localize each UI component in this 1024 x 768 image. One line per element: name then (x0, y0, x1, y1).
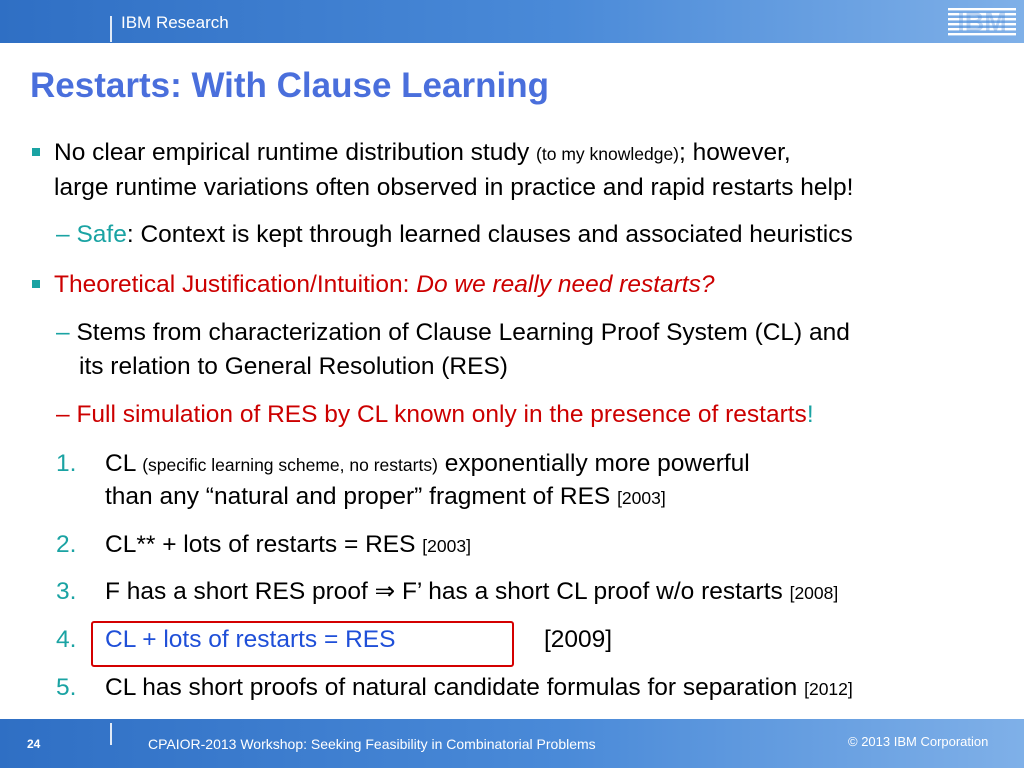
page-number: 24 (27, 737, 41, 751)
item-2-text: CL** + lots of restarts = RES (105, 531, 423, 558)
bullet-2 (54, 273, 714, 298)
footer-bar (0, 719, 1024, 768)
bullet-2-question: Do we really need restarts? (416, 271, 715, 298)
item-3-cite: [2008] (789, 583, 839, 603)
item-3-b: F’ has a short CL proof w/o restarts (395, 578, 790, 605)
item-1-line-2-text: than any “natural and proper” fragment of RES (105, 483, 618, 510)
header-bar (0, 0, 1024, 43)
bullet-2-sub-2-bang: ! (806, 401, 814, 428)
bullet-1-line-1 (54, 141, 791, 166)
item-1-line-1 (105, 452, 750, 477)
bullet-square-icon (32, 280, 40, 288)
bullet-2-sub-2-text: Full simulation of RES by CL known only in the presence of restarts (76, 401, 807, 428)
item-2-cite: [2003] (422, 536, 471, 556)
item-5-number: 5. (56, 674, 77, 701)
footer-divider (110, 723, 112, 745)
header-divider (110, 16, 112, 42)
item-4-cite: [2009] (544, 626, 613, 653)
bullet-1-line-2: large runtime variations often observed in practice and rapid restarts help! (54, 174, 854, 201)
bullet-2-sub-1-line-1 (56, 321, 850, 346)
bullet-1-main: No clear empirical runtime distribution study (54, 139, 537, 166)
bullet-1-rest: ; however, (679, 139, 791, 166)
item-1-line-2 (105, 485, 666, 510)
item-5-text: CL has short proofs of natural candidate formulas for separation (105, 674, 805, 701)
safe-label: Safe (76, 221, 127, 248)
footer-text: CPAIOR-2013 Workshop: Seeking Feasibility in Combinatorial Problems (148, 736, 596, 752)
bullet-2-main: Theoretical Justification/Intuition: (54, 271, 417, 298)
item-4-text: CL + lots of restarts = RES (105, 626, 396, 653)
safe-rest: : Context is kept through learned clauses and associated heuristics (126, 221, 853, 248)
slide-title: Restarts: With Clause Learning (30, 66, 549, 105)
bullet-1-sub (56, 223, 853, 248)
item-4-number: 4. (56, 626, 77, 653)
bullet-square-icon (32, 148, 40, 156)
item-2-line (105, 533, 471, 558)
sub-dash: – (56, 221, 70, 248)
item-1-cite: [2003] (617, 488, 666, 508)
footer-copyright: © 2013 IBM Corporation (848, 734, 989, 749)
item-1-b: exponentially more powerful (437, 450, 750, 477)
header-org-label: IBM Research (121, 13, 229, 32)
item-3-a: F has a short RES proof (105, 578, 375, 605)
item-5-line (105, 676, 853, 701)
item-1-note: (specific learning scheme, no restarts) (142, 455, 438, 475)
item-1-number: 1. (56, 450, 77, 477)
bullet-2-sub-2 (56, 403, 814, 428)
sub-dash: – (56, 401, 70, 428)
implies-arrow-icon: ⇒ (374, 578, 396, 605)
bullet-2-sub-1-text: Stems from characterization of Clause Learning Proof System (CL) and (76, 319, 850, 346)
item-3-line (105, 580, 838, 605)
item-2-number: 2. (56, 531, 77, 558)
ibm-logo (946, 5, 1018, 37)
item-1-a: CL (105, 450, 143, 477)
sub-dash: – (56, 319, 70, 346)
item-3-number: 3. (56, 578, 77, 605)
bullet-1-note: (to my knowledge) (536, 144, 680, 164)
ibm-logo-text: IBM (957, 7, 1007, 37)
item-5-cite: [2012] (804, 679, 853, 699)
bullet-2-sub-1-line-2: its relation to General Resolution (RES) (79, 353, 508, 380)
